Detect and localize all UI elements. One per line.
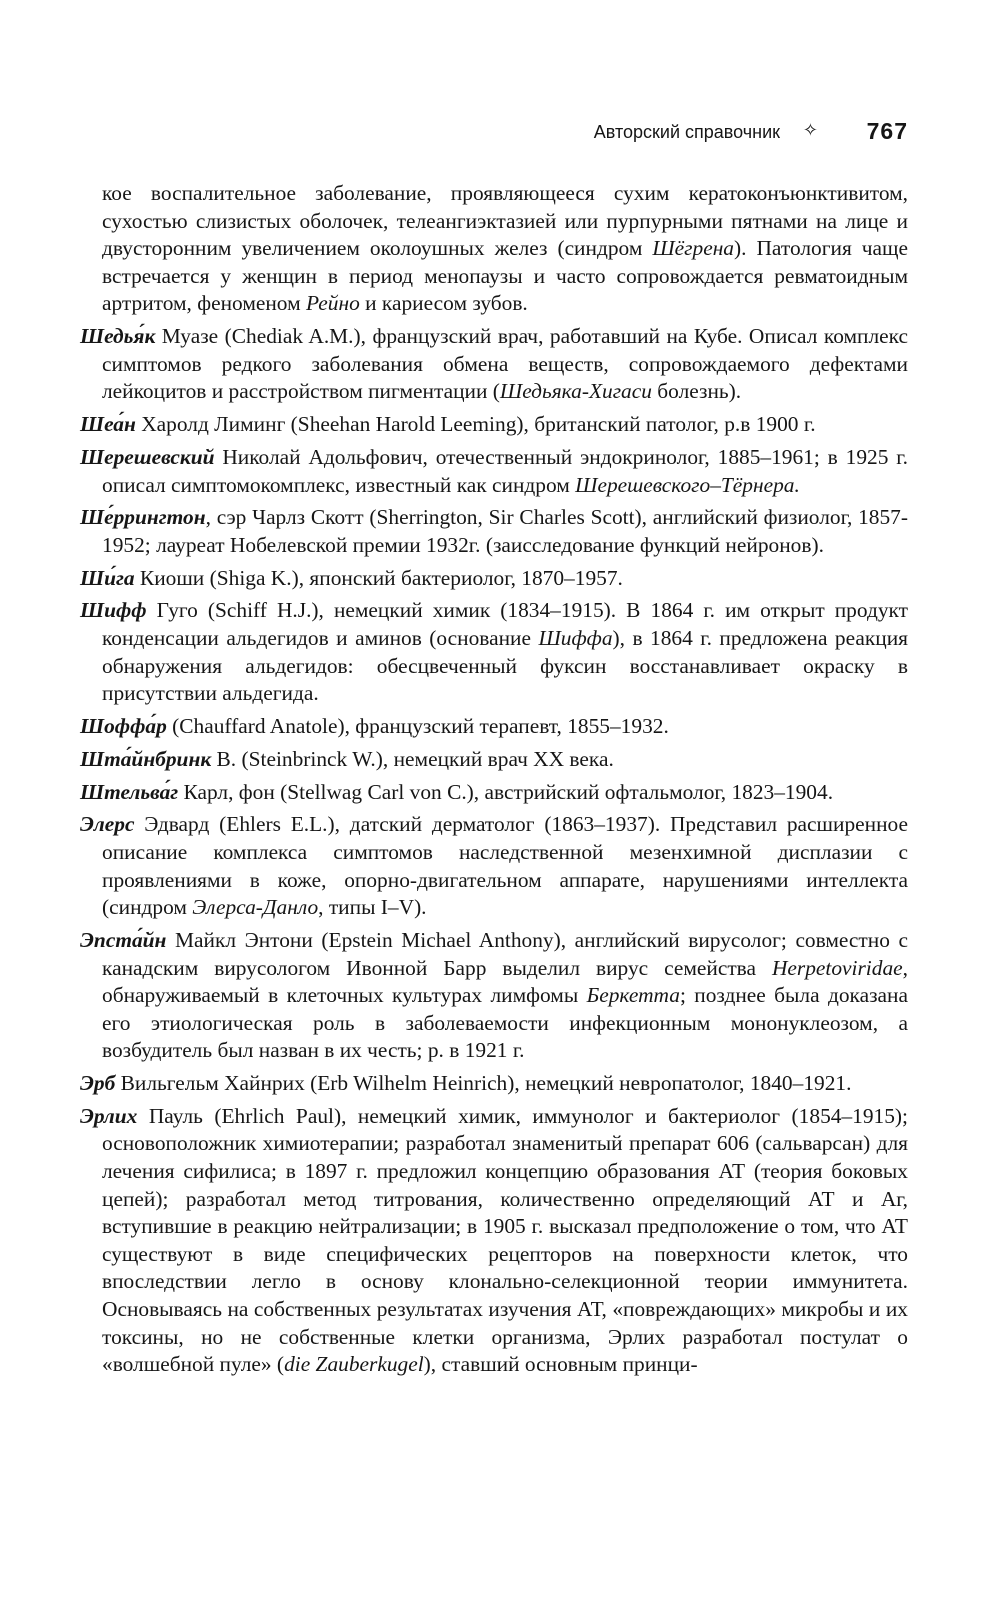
page-number: 767 [866, 118, 908, 144]
dictionary-entry [80, 444, 908, 499]
entry-headword: Шедья́к [80, 324, 156, 349]
dictionary-entry [80, 1103, 908, 1379]
italic-term: Шиффа [538, 626, 613, 651]
entry-headword: Ше́ррингтон [80, 505, 206, 530]
entry-text: Вильгельм Хайнрих (Erb Wilhelm Heinrich), немецкий невропатолог, 1840–1921. [115, 1071, 852, 1096]
entry-headword: Эрб [80, 1071, 116, 1096]
entry-text: , типы I–V). [318, 895, 427, 920]
entry-text: ), в 1864 г. предложена реакция обнаружения альдегидов: обесцвеченный фуксин восстанавливает окраску в присутствии альдегида. [102, 626, 908, 706]
entry-headword: Эрлих [80, 1103, 138, 1128]
dictionary-entry [80, 411, 908, 439]
dictionary-entry [80, 323, 908, 406]
entry-text: Гуго (Schiff H.J.), немецкий химик (1834–1915). В 1864 г. им открыт продукт конденсации альдегидов и аминов (основание [102, 598, 908, 651]
dictionary-text [80, 180, 908, 1384]
dictionary-entry [80, 927, 908, 1065]
italic-term: Элерса-Данло [192, 895, 319, 920]
dictionary-entry [80, 746, 908, 774]
entry-text: Пауль (Ehrlich Paul), немецкий химик, иммунолог и бактериолог (1854–1915); основоположник химиотерапии; разработал знаменитый препарат 606 (сальварсан) для лечения сифилиса; в 1897 г. предложил концепцию образования АТ (теория боковых цепей); разработал метод титрования, количественно определяющий АТ и Аг, вступившие в реакцию нейтрализации; в 1905 г. высказал предположение о том, что АТ существуют в виде специфических рецепторов на поверхности клеток, что впоследствии легло в основу клонально-селекционной теории иммунитета. Основываясь на собственных результатах изучения АТ, «повреждающих» микробы и их токсины, но не собственные клетки организма, Эрлих разработал постулат о «волшебной пуле» ( [102, 1103, 908, 1377]
entry-headword: Шеа́н [80, 412, 136, 437]
italic-term: Шёгрена [652, 236, 735, 261]
entry-text: Эдвард (Ehlers E.L.), датский дерматолог (1863–1937). Представил расширенное описание комплекса симптомов наследственной мезенхимной дисплазии с проявлениями в коже, опорно-двигательном аппарате, нарушениями интеллекта (синдром [102, 812, 908, 920]
italic-term: Шерешевского–Тёрнера. [575, 472, 800, 497]
entry-text: ), ставший основным принци- [423, 1352, 698, 1377]
italic-term: die Zauberkugel [284, 1352, 424, 1377]
page-header [80, 118, 908, 148]
entry-headword: Шоффа́р [80, 714, 167, 738]
entry-headword: Шифф [80, 598, 147, 623]
entry-text: Майкл Энтони (Epstein Michael Anthony), английский вирусолог; совместно с канадским вирусологом Ивонной Барр выделил вирус семейства [102, 927, 908, 980]
entry-text: , обнаруживаемый в клеточных культурах лимфомы [102, 955, 908, 1008]
entry-headword: Ши́га [80, 565, 135, 590]
italic-term: Беркетта [586, 983, 680, 1008]
entry-headword: Элерс [80, 812, 135, 837]
running-title: Авторский справочник [593, 122, 780, 142]
entry-text: ). Патология чаще встречается у женщин в период менопаузы и часто сопровождается ревматоидным артритом, феноменом [102, 236, 908, 316]
entry-text: , сэр Чарлз Скотт (Sherrington, Sir Charles Scott), английский физиолог, 1857-1952; лауреат Нобелевской премии 1932г. (заисследование функций нейронов). [102, 505, 908, 557]
entry-text: Николай Адольфович, отечественный эндокринолог, 1885–1961; в 1925 г. описал симптомокомплекс, известный как синдром [102, 444, 908, 497]
italic-term: Рейно [305, 291, 360, 316]
entry-continuation [80, 180, 908, 318]
entry-text: Харолд Лиминг (Sheehan Harold Leeming), британский патолог, р.в 1900 г. [135, 412, 816, 437]
entry-headword: Эпста́йн [80, 927, 167, 952]
entry-text: ; позднее была доказана его этиологическая роль в заболеваемости инфекционным мононуклеозом, а возбудитель был назван в их честь; р. в 1921 г. [102, 983, 908, 1063]
entry-text: Киоши (Shiga K.), японский бактериолог, 1870–1957. [134, 565, 623, 590]
dictionary-entry [80, 811, 908, 921]
entry-text: кое воспалительное заболевание, проявляющееся сухим кератоконъюнктивитом, сухостью слизистых оболочек, телеангиэктазией или пурпурными пятнами на лице и двусторонним увеличением околоушных желез (синдром [102, 181, 908, 261]
entry-headword: Шта́йнбринк [80, 746, 212, 771]
entry-text: В. (Steinbrinck W.), немецкий врач XX века. [211, 746, 614, 771]
dictionary-entry [80, 565, 908, 593]
entry-text: (Chauffard Anatole), французский терапевт, 1855–1932. [166, 714, 669, 738]
italic-term: Herpetoviridae [771, 955, 903, 980]
entry-text: болезнь). [651, 379, 742, 404]
entry-headword: Шерешевский [80, 444, 215, 469]
dictionary-entry [80, 504, 908, 559]
dictionary-entry [80, 713, 908, 741]
diamond-ornament-icon: ✧ [802, 120, 818, 140]
entry-text: Муазе (Chediak A.M.), французский врач, работавший на Кубе. Описал комплекс симптомов редкого заболевания обмена веществ, сопровождаемого дефектами лейкоцитов и расстройством пигментации ( [102, 324, 908, 404]
entry-headword: Штельва́г [80, 779, 179, 804]
dictionary-entry [80, 1070, 908, 1098]
entry-text: и кариесом зубов. [359, 291, 528, 316]
dictionary-entry [80, 779, 908, 807]
entry-text: Карл, фон (Stellwag Carl von C.), австрийский офтальмолог, 1823–1904. [178, 779, 834, 804]
dictionary-entry [80, 597, 908, 707]
italic-term: Шедьяка-Хигаси [499, 379, 652, 404]
